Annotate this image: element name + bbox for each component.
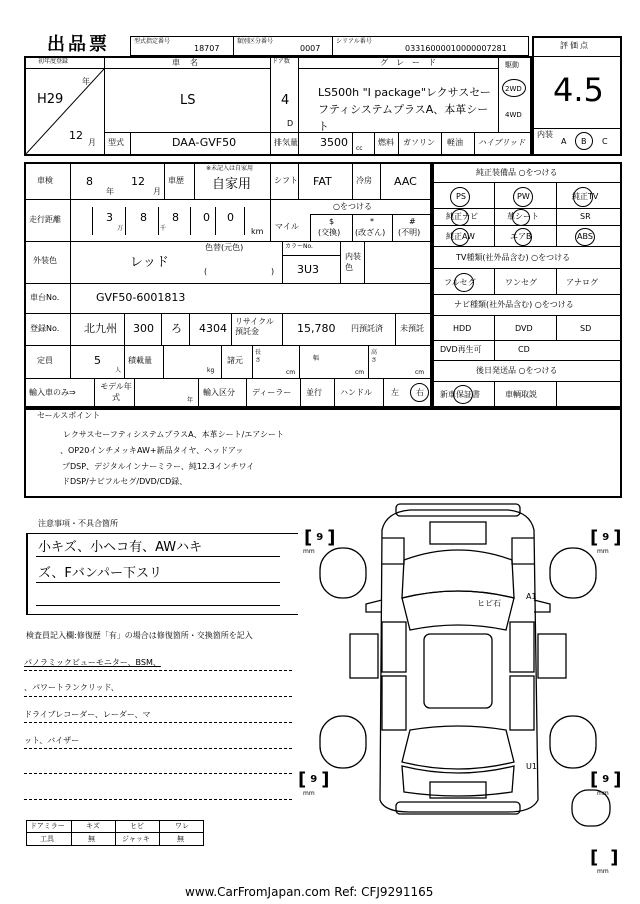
nav-sd: SD — [580, 324, 592, 333]
car-diagram — [300, 500, 630, 830]
height-unit: cm — [415, 369, 425, 376]
equip-ps-circle — [450, 187, 470, 207]
after-warranty: 新車保証書 — [440, 390, 480, 399]
color-paren-open: ( — [204, 267, 208, 276]
doors-label: ドア数 — [272, 58, 290, 65]
import-parallel: 並行 — [306, 388, 322, 397]
mileage-star: * — [370, 217, 374, 226]
mileage-digit-2: 8 — [140, 211, 147, 224]
nav-title: ナビ種類(社外品含む) ○をつける — [454, 300, 574, 309]
nav-hdd: HDD — [453, 324, 472, 333]
equip-pw-circle — [513, 187, 533, 207]
seats-unit: 人 — [115, 367, 122, 374]
serial-value: 03316000010000007281 — [405, 44, 507, 53]
equip-abs-circle — [575, 228, 595, 246]
mileage-digit-4: 0 — [203, 211, 210, 224]
jack-value: 無 — [177, 835, 184, 843]
color-orig-label: 色替(元色) — [205, 243, 244, 252]
color-no-label: カラーNo. — [285, 243, 313, 250]
sales-point-label: セールスポイント — [37, 411, 101, 420]
tools-label: 工具 — [40, 835, 54, 843]
tv-fullseg-circle — [454, 273, 474, 292]
after-manual: 車輌取説 — [505, 390, 537, 399]
equip-leather-circle — [512, 209, 530, 226]
mileage-label: 走行距離 — [29, 215, 61, 224]
height-label: 高さ — [371, 349, 378, 364]
after-title: 後日発送品 ○をつける — [476, 366, 558, 375]
tire-depth-rl-unit: mm — [303, 790, 315, 797]
shaken-month: 12 — [131, 175, 145, 188]
drive-label: 駆動 — [505, 61, 519, 69]
import-label: 輸入車のみ⇒ — [29, 388, 76, 397]
equip-ps: PS — [456, 192, 466, 201]
inspector-line-3: ドライブレコーダー、レーダー、マ — [24, 710, 151, 719]
tire-depth-rl-bracket: [ 9 ] — [298, 769, 330, 790]
first-reg-era: H29 — [37, 92, 64, 107]
import-class-label: 輸入区分 — [203, 388, 235, 397]
shaken-label: 車検 — [37, 176, 53, 185]
ac-label: 冷房 — [356, 176, 372, 185]
sales-line-2: 、OP20インチメッキAW+新品タイヤ、ヘッドアッ — [60, 446, 244, 455]
drive-2wd: 2WD — [505, 85, 522, 93]
tire-depth-rl: 9 — [310, 774, 318, 785]
type-designation-value: 18707 — [194, 44, 220, 53]
equip-leather: 革シート — [507, 212, 539, 221]
shaken-year: 8 — [86, 175, 93, 188]
tv-title: TV種類(社外品含む) ○をつける — [456, 253, 571, 262]
inspector-label: 検査員記入欄:修復歴「有」の場合は修復箇所・交換箇所を記入 — [26, 631, 253, 640]
equip-navi: 純正ナビ — [446, 212, 478, 221]
score-label: 評価点 — [560, 41, 590, 50]
history-label: 車歴 — [168, 176, 184, 185]
interior-b-circle — [575, 132, 593, 150]
interior-a: A — [561, 137, 567, 146]
mileage-hash: # — [409, 217, 416, 226]
tire-depth-fl: 9 — [316, 532, 324, 543]
mileage-digit-5: 0 — [227, 211, 234, 224]
tire-depth-rr-unit: mm — [597, 790, 609, 797]
diagram-mark-windshield: A1 — [526, 592, 537, 601]
load-unit: kg — [207, 367, 215, 374]
doors-type: D — [287, 119, 294, 128]
handle-left: 左 — [391, 388, 399, 397]
int-color-label: 内装色 — [345, 252, 361, 272]
drive-2wd-circle — [502, 79, 526, 97]
mileage-digit-1: 3 — [106, 211, 113, 224]
model-value: DAA-GVF50 — [172, 136, 237, 149]
serial-label: シリアル番号 — [336, 38, 372, 45]
year-unit: 年 — [82, 77, 90, 86]
break-header: ワレ — [175, 822, 189, 830]
scratch-header: キズ — [86, 822, 100, 830]
tv-fullseg: フルセグ — [444, 278, 476, 287]
color-no-value: 3U3 — [297, 263, 320, 276]
shaken-year-unit: 年 — [106, 187, 114, 196]
mileage-mile: マイル — [275, 222, 299, 231]
tire-depth-spare-unit: mm — [597, 868, 609, 875]
first-reg-month: 12 — [69, 129, 83, 142]
tire-depth-fr: 9 — [602, 532, 610, 543]
notes-line-2: ズ、Fバンパー下スリ — [38, 566, 162, 581]
first-reg-label: 初年度登録 — [38, 58, 69, 65]
mileage-unknown: (不明) — [398, 228, 421, 237]
tire-depth-fr-bracket: [ 9 ] — [590, 527, 622, 548]
month-unit: 月 — [88, 138, 96, 147]
dims-label: 諸元 — [227, 356, 243, 365]
length-unit: cm — [286, 369, 296, 376]
length-label: 長さ — [255, 349, 262, 364]
mileage-circle-note: ○をつける — [333, 202, 372, 211]
ext-color-label: 外装色 — [33, 256, 57, 265]
drive-4wd: 4WD — [505, 111, 522, 119]
history-value: 自家用 — [212, 177, 252, 192]
jack-label: ジャッキ — [122, 835, 150, 843]
load-label: 積載量 — [128, 356, 152, 365]
diagram-mark-rear: U1 — [526, 762, 537, 771]
tire-depth-fl-bracket: [ 9 ] — [304, 527, 336, 548]
notes-line-1: 小キズ、小ヘコ有、AWハキ — [38, 540, 203, 555]
width-label: 幅 — [313, 355, 320, 362]
fuel-hybrid: ハイブリッド — [478, 138, 526, 147]
registration-label: 登録No. — [30, 324, 60, 333]
car-name-label: 車名 — [172, 58, 208, 67]
mileage-dollar: $ — [329, 217, 335, 226]
color-paren-close: ) — [271, 267, 275, 276]
grade-value: LS500h "I package"レクサスセーフティシステムプラスA、本革シート — [318, 86, 491, 133]
recycle-unpaid: 未預託 — [400, 324, 424, 333]
tire-rear-left — [320, 716, 366, 768]
interior-label: 内装 — [537, 130, 553, 139]
ac-value: AAC — [394, 175, 417, 188]
category-value: 0007 — [300, 44, 321, 53]
equip-tv: 純正TV — [572, 192, 599, 201]
mileage-exchange: (交換) — [318, 228, 341, 237]
after-warranty-circle — [453, 385, 473, 404]
width-unit: cm — [355, 369, 365, 376]
sales-line-4: ドDSP/ナビフルセグ/DVD/CD録、 — [62, 477, 188, 486]
fuel-light-oil: 軽油 — [447, 138, 463, 147]
displacement-label: 排気量 — [274, 138, 298, 147]
equip-airbag-circle — [514, 228, 532, 246]
equipment-title: 純正装備品 ○をつける — [476, 168, 558, 177]
fuel-gasoline: ガソリン — [403, 138, 435, 147]
mileage-km: km — [251, 227, 264, 236]
nav-cd: CD — [518, 345, 530, 354]
seats-label: 定員 — [37, 356, 53, 365]
score-value: 4.5 — [553, 71, 604, 109]
tv-oneseg: ワンセグ — [505, 278, 537, 287]
tire-front-left — [320, 548, 366, 598]
equip-tv-circle — [573, 187, 593, 207]
shaken-month-unit: 月 — [153, 187, 161, 196]
displacement-unit: cc — [356, 145, 363, 152]
tire-depth-rr-bracket: [ 9 ] — [590, 769, 622, 790]
category-label: 類別区分番号 — [237, 38, 274, 45]
recycle-value: 15,780 — [297, 322, 336, 335]
chassis-label: 車台No. — [30, 293, 60, 302]
inspector-line-2: 、パワートランクリッド、 — [24, 683, 119, 692]
equip-aw-circle — [451, 228, 469, 246]
history-note: ※未記入は自家用 — [206, 165, 254, 172]
recycle-unit: 円預託済 — [351, 324, 383, 333]
model-year-label: モデル年式 — [100, 382, 132, 402]
tv-analog: アナログ — [566, 278, 598, 287]
tire-front-right — [550, 548, 596, 598]
registration-class: 300 — [133, 322, 154, 335]
model-label: 型式 — [108, 138, 124, 147]
tire-depth-rr: 9 — [602, 774, 610, 785]
tire-depth-fr-unit: mm — [597, 548, 609, 555]
chassis-value: GVF50-6001813 — [96, 291, 186, 304]
recycle-label: リサイクル預託金 — [235, 317, 274, 336]
car-name: LS — [180, 93, 196, 108]
interior-c: C — [602, 137, 608, 146]
tools-value: 無 — [88, 835, 95, 843]
shift-label: シフト — [274, 176, 298, 185]
footer-reference: www.CarFromJapan.com Ref: CFJ9291165 — [185, 885, 434, 899]
fuel-label: 燃料 — [378, 138, 394, 147]
registration-number: 4304 — [199, 322, 227, 335]
tire-depth-spare-bracket: [ ] — [590, 847, 619, 868]
diagram-mark-chip: ヒビ石 — [477, 599, 501, 608]
doors-value: 4 — [281, 93, 290, 108]
handle-label: ハンドル — [340, 388, 372, 397]
equip-navi-circle — [451, 209, 469, 226]
handle-right: 右 — [416, 388, 424, 397]
equip-abs: ABS — [577, 232, 593, 241]
import-dealer: ディーラー — [252, 388, 292, 397]
handle-right-circle — [410, 383, 429, 402]
equip-aw: 純正AW — [446, 232, 475, 241]
interior-b: B — [581, 137, 587, 146]
mileage-tamper: (改ざん) — [355, 228, 386, 237]
equip-pw: PW — [517, 192, 530, 201]
model-year-unit: 年 — [187, 397, 194, 404]
nav-dvd: DVD — [515, 324, 533, 333]
type-designation-label: 型式指定番号 — [134, 38, 171, 45]
shift-value: FAT — [313, 175, 332, 188]
mileage-digit-3: 8 — [172, 211, 179, 224]
nav-dvd-play: DVD再生可 — [440, 345, 482, 354]
tire-depth-fl-unit: mm — [303, 548, 315, 555]
registration-kana: ろ — [171, 322, 182, 335]
inspector-line-4: ット、バイザー — [24, 736, 80, 745]
equip-sr: SR — [580, 212, 591, 221]
page-title: 出品票 — [47, 34, 110, 55]
registration-area: 北九州 — [84, 322, 117, 335]
inspector-line-1: パノラミックビューモニター、BSM、 — [24, 658, 161, 667]
mileage-sen: 千 — [160, 225, 167, 232]
mirror-header: ドアミラー — [30, 822, 65, 830]
sales-line-3: プDSP、デジタルインナーミラー、純12.3インチワイ — [62, 462, 255, 471]
mileage-man: 万 — [117, 225, 124, 232]
displacement-value: 3500 — [320, 136, 348, 149]
notes-label: 注意事項・不具合箇所 — [38, 519, 118, 528]
grade-label: グレード — [380, 58, 444, 67]
ext-color-value: レッド — [130, 255, 169, 270]
sales-line-1: レクサスセーフティシステムプラスA、本革シート/エアシート — [63, 430, 284, 439]
tire-rear-right — [550, 716, 596, 768]
crack-header: ヒビ — [130, 822, 144, 830]
seats-value: 5 — [94, 354, 101, 367]
equip-airbag: エアB — [510, 232, 532, 241]
